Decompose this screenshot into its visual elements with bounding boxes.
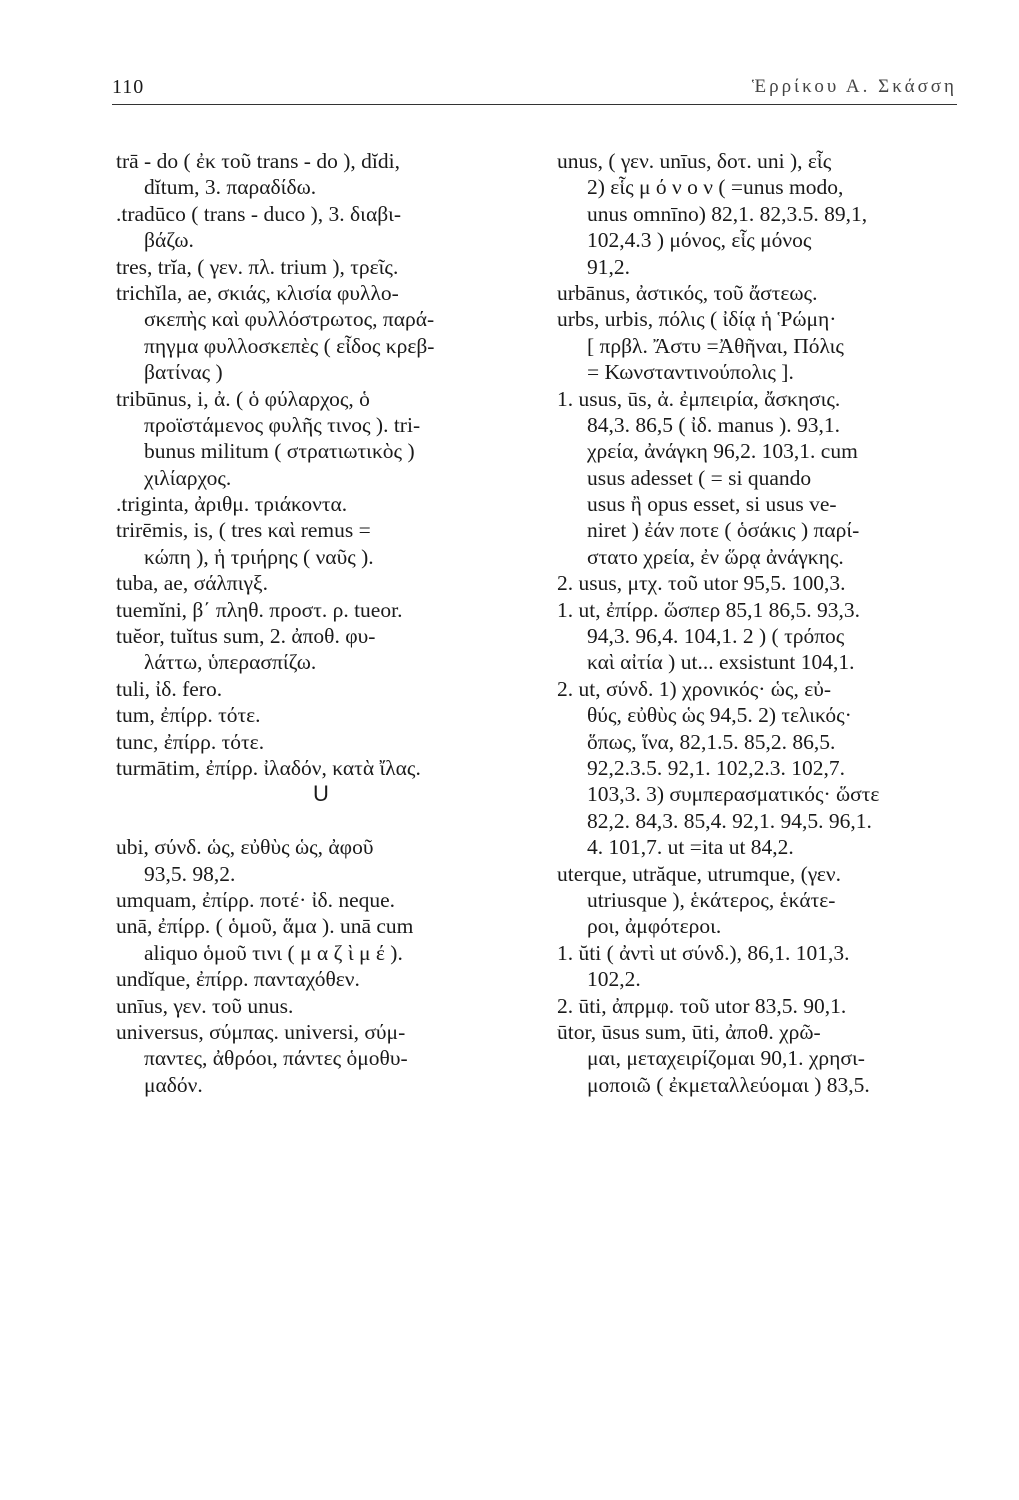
- dictionary-entry: urbs, urbis, πόλις ( ἰδίᾳ ἡ Ῥώμη·: [557, 307, 837, 332]
- dictionary-entry: 1. usus, ūs, ἀ. ἐμπειρία, ἄσκησις.: [557, 386, 841, 411]
- entry-continuation: μαδόν.: [144, 1072, 203, 1097]
- dictionary-entry: tunc, ἐπίρρ. τότε.: [116, 729, 265, 754]
- entry-continuation: utriusque ), ἑκάτερος, ἑκάτε-: [587, 887, 836, 912]
- entry-continuation: 84,3. 86,5 ( ἰδ. manus ). 93,1.: [587, 412, 840, 437]
- entry-continuation: βάζω.: [144, 228, 194, 253]
- dictionary-entry: 1. ut, ἐπίρρ. ὥσπερ 85,1 86,5. 93,3.: [557, 597, 860, 622]
- dictionary-entry: ūtor, ūsus sum, ūti, ἀποθ. χρῶ-: [557, 1019, 821, 1044]
- dictionary-entry: umquam, ἐπίρρ. ποτέ· ἰδ. neque.: [116, 887, 396, 912]
- entry-continuation: = Κωνσταντινούπολις ].: [587, 360, 794, 385]
- entry-continuation: 94,3. 96,4. 104,1. 2 ) ( τρόπος: [587, 624, 845, 649]
- running-head: Ἑρρίκου Α. Σκάσση: [751, 76, 957, 97]
- page-header: [112, 76, 957, 106]
- dictionary-entry: unā, ἐπίρρ. ( ὁμοῦ, ἅμα ). unā cum: [116, 914, 414, 939]
- right-column: [557, 148, 967, 1098]
- dictionary-entry: trirēmis, is, ( tres καὶ remus =: [116, 518, 371, 543]
- entry-continuation: unus omnīno) 82,1. 82,3.5. 89,1,: [587, 201, 868, 226]
- spacer: [116, 808, 546, 834]
- dictionary-entry: uterque, utrăque, utrumque, (γεν.: [557, 861, 842, 886]
- entry-continuation: niret ) ἐάν ποτε ( ὁσάκις ) παρί-: [587, 518, 860, 543]
- entry-continuation: καὶ αἰτία ) ut... exsistunt 104,1.: [587, 650, 855, 675]
- entry-continuation: βατίνας ): [144, 360, 223, 385]
- dictionary-entry: 2. ut, σύνδ. 1) χρονικός· ὡς, εὐ-: [557, 676, 832, 701]
- left-column: [116, 148, 546, 1098]
- dictionary-entry: 2. usus, μτχ. τοῦ utor 95,5. 100,3.: [557, 571, 846, 596]
- entry-continuation: παντες, ἀθρόοι, πάντες ὁμοθυ-: [144, 1046, 408, 1071]
- entry-continuation: 102,2.: [587, 967, 641, 992]
- entry-continuation: 82,2. 84,3. 85,4. 92,1. 94,5. 96,1.: [587, 808, 872, 833]
- dictionary-entry: ubi, σύνδ. ὡς, εὐθὺς ὡς, ἀφοῦ: [116, 835, 374, 860]
- dictionary-entry: tres, trĭa, ( γεν. πλ. trium ), τρεῖς.: [116, 254, 399, 279]
- entry-continuation: usus ἢ opus esset, si usus ve-: [587, 492, 837, 517]
- dictionary-entry: tuemĭni, β΄ πληθ. προστ. ρ. tueor.: [116, 597, 403, 622]
- dictionary-entry: unīus, γεν. τοῦ unus.: [116, 993, 294, 1018]
- entry-continuation: κώπη ), ἡ τριήρης ( ναῦς ).: [144, 544, 374, 569]
- dictionary-entry: tuba, ae, σάλπιγξ.: [116, 571, 268, 596]
- section-letter: U: [313, 781, 329, 807]
- page-number: 110: [112, 76, 145, 98]
- dictionary-entry: tribūnus, i, ἀ. ( ὁ φύλαρχος, ὁ: [116, 386, 370, 411]
- entry-continuation: 102,4.3 ) μόνος, εἷς μόνος: [587, 228, 812, 253]
- entry-continuation: χιλίαρχος.: [144, 465, 232, 490]
- dictionary-entry: universus, σύμπας. universi, σύμ-: [116, 1019, 406, 1044]
- dictionary-entry: turmātim, ἐπίρρ. ἰλαδόν, κατὰ ἴλας.: [116, 755, 421, 780]
- entry-continuation: προϊστάμενος φυλῆς τινος ). tri-: [144, 412, 421, 437]
- entry-continuation: dĭtum, 3. παραδίδω.: [144, 175, 317, 200]
- dictionary-entry: trichĭla, ae, σκιάς, κλισία φυλλο-: [116, 280, 399, 305]
- entry-continuation: 2) εἷς μ ό ν ο ν ( =unus modo,: [587, 175, 844, 200]
- entry-continuation: 91,2.: [587, 254, 630, 279]
- dictionary-entry: .triginta, ἀριθμ. τριάκοντα.: [116, 492, 348, 517]
- entry-continuation: bunus militum ( στρατιωτικὸς ): [144, 439, 415, 464]
- dictionary-entry: undĭque, ἐπίρρ. πανταχόθεν.: [116, 967, 360, 992]
- dictionary-entry: tuli, ἰδ. fero.: [116, 676, 223, 701]
- entry-continuation: στατο χρεία, ἐν ὥρᾳ ἀνάγκης.: [587, 544, 844, 569]
- dictionary-entry: .tradūco ( trans - duco ), 3. διαβι-: [116, 201, 402, 226]
- dictionary-entry: 2. ūti, ἀπρμφ. τοῦ utor 83,5. 90,1.: [557, 993, 847, 1018]
- entry-continuation: χρεία, ἀνάγκη 96,2. 103,1. cum: [587, 439, 858, 464]
- entry-continuation: [ πρβλ. Ἄστυ =Ἀθῆναι, Πόλις: [587, 333, 844, 358]
- entry-continuation: aliquo ὁμοῦ τινι ( μ α ζ ὶ μ έ ).: [144, 940, 403, 965]
- header-rule: [112, 104, 957, 105]
- entry-continuation: μοποιῶ ( ἐκμεταλλεύομαι ) 83,5.: [587, 1072, 870, 1097]
- entry-continuation: 103,3. 3) συμπερασματικός· ὥστε: [587, 782, 880, 807]
- entry-continuation: πηγμα φυλλοσκεπὲς ( εἶδος κρεβ-: [144, 333, 435, 358]
- entry-continuation: ὅπως, ἵνα, 82,1.5. 85,2. 86,5.: [587, 729, 836, 754]
- entry-continuation: σκεπὴς καὶ φυλλόστρωτος, παρά-: [144, 307, 435, 332]
- dictionary-entry: 1. ŭti ( ἀντὶ ut σύνδ.), 86,1. 101,3.: [557, 940, 850, 965]
- dictionary-entry: urbānus, ἀστικός, τοῦ ἄστεως.: [557, 280, 818, 305]
- entry-continuation: λάττω, ὑπερασπίζω.: [144, 650, 317, 675]
- dictionary-entry: trā - do ( ἐκ τοῦ trans - do ), dĭdi,: [116, 149, 400, 173]
- dictionary-entry: tuĕor, tuĭtus sum, 2. ἀποθ. φυ-: [116, 624, 376, 649]
- entry-continuation: 93,5. 98,2.: [144, 861, 236, 886]
- entry-continuation: ροι, ἀμφότεροι.: [587, 914, 722, 939]
- entry-continuation: μαι, μεταχειρίζομαι 90,1. χρησι-: [587, 1046, 865, 1071]
- entry-continuation: 4. 101,7. ut =ita ut 84,2.: [587, 835, 794, 860]
- entry-continuation: 92,2.3.5. 92,1. 102,2.3. 102,7.: [587, 755, 845, 780]
- entry-continuation: θύς, εὐθὺς ὡς 94,5. 2) τελικός·: [587, 703, 852, 728]
- entry-continuation: usus adesset ( = si quando: [587, 465, 812, 490]
- dictionary-entry: unus, ( γεν. unīus, δοτ. uni ), εἷς: [557, 149, 832, 173]
- dictionary-entry: tum, ἐπίρρ. τότε.: [116, 703, 261, 728]
